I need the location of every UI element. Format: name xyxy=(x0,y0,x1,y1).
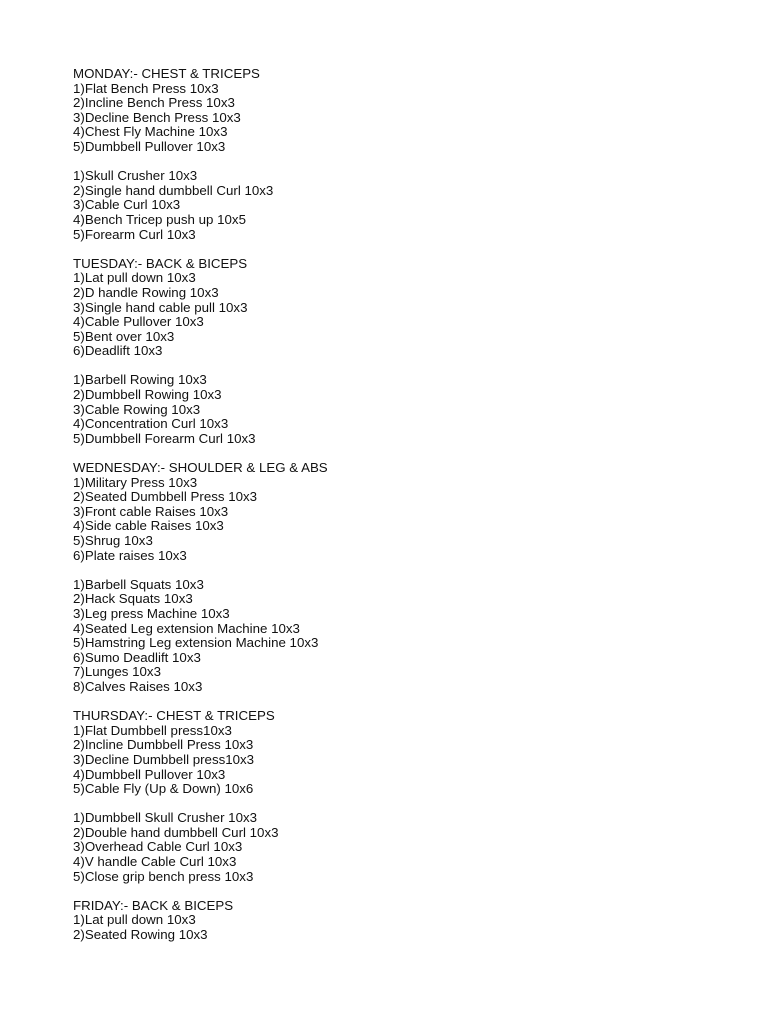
exercise-item: 2)D handle Rowing 10x3 xyxy=(73,284,219,300)
workout-document xyxy=(73,67,733,943)
day-heading: MONDAY:- CHEST & TRICEPS xyxy=(73,66,260,81)
exercise-item: 1)Flat Bench Press 10x3 xyxy=(73,80,219,96)
exercise-item: 1)Lat pull down 10x3 xyxy=(73,270,196,286)
exercise-group xyxy=(73,169,733,242)
exercise-group xyxy=(73,811,733,884)
exercise-item: 2)Incline Bench Press 10x3 xyxy=(73,95,235,111)
exercise-item: 3)Single hand cable pull 10x3 xyxy=(73,299,248,315)
exercise-item: 4)Side cable Raises 10x3 xyxy=(73,518,224,534)
exercise-item: 3)Front cable Raises 10x3 xyxy=(73,503,229,519)
group-spacer xyxy=(73,359,733,374)
exercise-item: 4)V handle Cable Curl 10x3 xyxy=(73,854,237,870)
exercise-item: 2)Dumbbell Rowing 10x3 xyxy=(73,387,222,403)
exercise-item: 5)Dumbbell Forearm Curl 10x3 xyxy=(73,430,256,446)
day-section xyxy=(73,709,733,884)
exercise-item: 4)Bench Tricep push up 10x5 xyxy=(73,211,246,227)
exercise-item: 5)Shrug 10x3 xyxy=(73,533,153,548)
exercise-item: 1)Barbell Squats 10x3 xyxy=(73,576,204,592)
exercise-item: 5)Close grip bench press 10x3 xyxy=(73,868,254,884)
section-spacer xyxy=(73,884,733,899)
exercise-item: 1)Skull Crusher 10x3 xyxy=(73,168,198,184)
exercise-item: 3)Cable Rowing 10x3 xyxy=(73,401,201,417)
exercise-item: 4)Dumbbell Pullover 10x3 xyxy=(73,766,226,782)
exercise-item: 5)Cable Fly (Up & Down) 10x6 xyxy=(73,781,254,797)
day-section xyxy=(73,461,733,695)
exercise-group xyxy=(73,271,733,359)
exercise-item: 7)Lunges 10x3 xyxy=(73,664,161,680)
exercise-item: 4)Chest Fly Machine 10x3 xyxy=(73,124,228,140)
exercise-item: 4)Concentration Curl 10x3 xyxy=(73,416,229,432)
exercise-item: 6)Sumo Deadlift 10x3 xyxy=(73,649,201,665)
exercise-item: 2)Double hand dumbbell Curl 10x3 xyxy=(73,824,279,840)
day-heading: TUESDAY:- BACK & BICEPS xyxy=(73,255,248,271)
section-spacer xyxy=(73,242,733,257)
group-spacer xyxy=(73,797,733,812)
exercise-item: 1)Military Press 10x3 xyxy=(73,474,198,490)
day-section xyxy=(73,67,733,242)
day-heading: FRIDAY:- BACK & BICEPS xyxy=(73,897,234,913)
exercise-item: 5)Forearm Curl 10x3 xyxy=(73,226,196,242)
exercise-item: 8)Calves Raises 10x3 xyxy=(73,678,203,694)
exercise-item: 3)Overhead Cable Curl 10x3 xyxy=(73,839,243,855)
exercise-group xyxy=(73,724,733,797)
exercise-item: 3)Cable Curl 10x3 xyxy=(73,197,181,213)
exercise-item: 2)Seated Dumbbell Press 10x3 xyxy=(73,489,258,505)
day-section xyxy=(73,257,733,447)
exercise-item: 2)Seated Rowing 10x3 xyxy=(73,927,208,943)
section-spacer xyxy=(73,695,733,710)
group-spacer xyxy=(73,155,733,170)
exercise-item: 1)Lat pull down 10x3 xyxy=(73,912,196,928)
exercise-group xyxy=(73,373,733,446)
exercise-item: 3)Leg press Machine 10x3 xyxy=(73,605,230,621)
day-heading: THURSDAY:- CHEST & TRICEPS xyxy=(73,708,275,724)
exercise-item: 3)Decline Dumbbell press10x3 xyxy=(73,751,255,767)
exercise-item: 5)Dumbbell Pullover 10x3 xyxy=(73,138,226,154)
exercise-item: 6)Deadlift 10x3 xyxy=(73,343,163,359)
exercise-item: 3)Decline Bench Press 10x3 xyxy=(73,109,241,125)
exercise-item: 1)Dumbbell Skull Crusher 10x3 xyxy=(73,810,258,826)
exercise-item: 5)Bent over 10x3 xyxy=(73,328,175,344)
exercise-item: 2)Incline Dumbbell Press 10x3 xyxy=(73,737,254,753)
exercise-group xyxy=(73,913,733,942)
exercise-item: 1)Barbell Rowing 10x3 xyxy=(73,372,207,388)
day-section xyxy=(73,899,733,943)
section-spacer xyxy=(73,446,733,461)
exercise-item: 4)Seated Leg extension Machine 10x3 xyxy=(73,620,300,636)
exercise-item: 1)Flat Dumbbell press10x3 xyxy=(73,722,232,738)
exercise-item: 2)Hack Squats 10x3 xyxy=(73,591,193,607)
exercise-group xyxy=(73,578,733,695)
exercise-group xyxy=(73,476,733,564)
day-heading: WEDNESDAY:- SHOULDER & LEG & ABS xyxy=(73,460,328,476)
group-spacer xyxy=(73,563,733,578)
exercise-item: 2)Single hand dumbbell Curl 10x3 xyxy=(73,182,274,198)
exercise-item: 4)Cable Pullover 10x3 xyxy=(73,314,204,330)
exercise-item: 6)Plate raises 10x3 xyxy=(73,547,187,563)
exercise-item: 5)Hamstring Leg extension Machine 10x3 xyxy=(73,635,319,651)
exercise-group xyxy=(73,82,733,155)
